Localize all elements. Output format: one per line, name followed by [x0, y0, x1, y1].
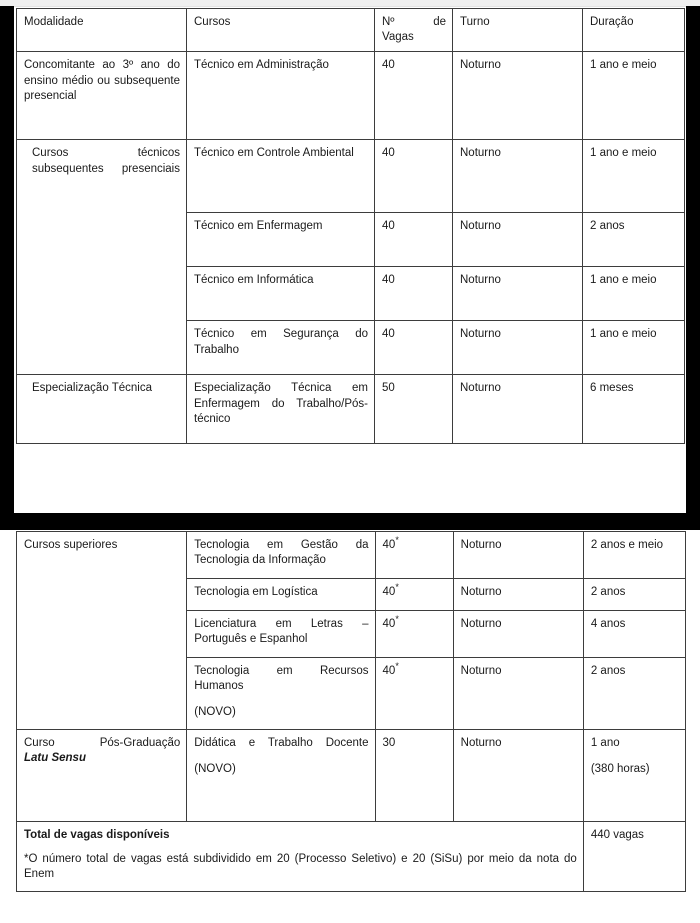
cell-turno: Noturno	[453, 579, 583, 611]
cell-duracao: 1 ano e meio	[583, 140, 685, 213]
cell-curso: Licenciatura em Letras – Português e Espanhol	[187, 611, 375, 658]
cell-modalidade	[17, 730, 187, 822]
cell-vagas: 40	[375, 321, 453, 375]
cell-modalidade: Especialização Técnica	[17, 375, 187, 444]
cell-turno: Noturno	[453, 730, 583, 822]
header-vagas	[375, 9, 453, 52]
curso-name: Didática e Trabalho Docente	[194, 737, 369, 749]
cell-turno: Noturno	[453, 532, 583, 579]
courses-table-lower	[16, 531, 686, 892]
cell-vagas	[375, 579, 453, 611]
cell-vagas: 40	[375, 52, 453, 140]
vagas-footnote-marker: *	[395, 582, 399, 593]
cell-curso	[187, 658, 375, 730]
cell-curso	[187, 730, 375, 822]
modalidade-name: Curso Pós-Graduação	[24, 737, 181, 749]
cell-turno: Noturno	[453, 321, 583, 375]
scan-edge-right	[686, 6, 700, 521]
cell-vagas	[375, 658, 453, 730]
vagas-value: 40	[382, 586, 396, 598]
duracao-hours: (380 horas)	[590, 763, 650, 776]
cell-curso: Técnico em Informática	[187, 267, 375, 321]
scan-top-strip	[0, 0, 700, 7]
cell-duracao: 2 anos e meio	[583, 532, 685, 579]
cell-vagas	[375, 532, 453, 579]
cell-vagas: 40	[375, 140, 453, 213]
cell-turno: Noturno	[453, 658, 583, 730]
cell-curso: Técnico em Enfermagem	[187, 213, 375, 267]
vagas-footnote-marker: *	[395, 614, 399, 625]
cell-turno: Noturno	[453, 52, 583, 140]
scan-separator-band	[0, 513, 700, 530]
cell-modalidade: Cursos técnicos subsequentes presenciais	[17, 140, 187, 375]
cell-vagas: 30	[375, 730, 453, 822]
cell-turno: Noturno	[453, 140, 583, 213]
cell-curso: Tecnologia em Gestão da Tecnologia da Informação	[187, 532, 375, 579]
table-row	[17, 140, 685, 213]
courses-table-upper	[16, 8, 685, 444]
total-label: Total de vagas disponíveis	[24, 829, 170, 841]
curso-name: Tecnologia em Recursos Humanos	[194, 665, 369, 693]
cell-duracao: 2 anos	[583, 658, 685, 730]
total-vagas-value: 440 vagas	[583, 822, 685, 892]
cell-modalidade: Concomitante ao 3º ano do ensino médio ou subsequente presencial	[17, 52, 187, 140]
cell-vagas: 50	[375, 375, 453, 444]
modalidade-emphasis: Latu Sensu	[24, 752, 86, 765]
header-turno: Turno	[453, 9, 583, 52]
table-row	[17, 730, 686, 822]
cell-turno: Noturno	[453, 375, 583, 444]
cell-duracao: 2 anos	[583, 579, 685, 611]
total-footnote: *O número total de vagas está subdividido em 20 (Processo Seletivo) e 20 (SiSu) por meio da nota do Enem	[24, 853, 577, 881]
table-row	[17, 52, 685, 140]
cell-turno: Noturno	[453, 611, 583, 658]
cell-vagas	[375, 611, 453, 658]
table-row	[17, 375, 685, 444]
header-cursos: Cursos	[187, 9, 375, 52]
cell-curso: Tecnologia em Logística	[187, 579, 375, 611]
cell-duracao: 6 meses	[583, 375, 685, 444]
cell-vagas: 40	[375, 213, 453, 267]
cell-duracao: 1 ano e meio	[583, 267, 685, 321]
cell-turno: Noturno	[453, 267, 583, 321]
header-vagas-line2: Vagas	[382, 31, 414, 44]
cell-curso: Técnico em Administração	[187, 52, 375, 140]
table-header-row	[17, 9, 685, 52]
cell-duracao: 2 anos	[583, 213, 685, 267]
table-row	[17, 532, 686, 579]
cell-duracao: 4 anos	[583, 611, 685, 658]
vagas-value: 40	[382, 665, 396, 677]
curso-tag: (NOVO)	[194, 706, 236, 719]
table-footer-row	[17, 822, 686, 892]
cell-curso: Especialização Técnica em Enfermagem do Trabalho/Pós-técnico	[187, 375, 375, 444]
cell-duracao: 1 ano e meio	[583, 52, 685, 140]
header-duracao: Duração	[583, 9, 685, 52]
header-vagas-line1: Nº de	[382, 16, 446, 28]
curso-tag: (NOVO)	[194, 763, 236, 776]
header-modalidade: Modalidade	[17, 9, 187, 52]
total-description-cell	[17, 822, 584, 892]
cell-vagas: 40	[375, 267, 453, 321]
cell-turno: Noturno	[453, 213, 583, 267]
vagas-footnote-marker: *	[395, 661, 399, 672]
cell-curso: Técnico em Segurança do Trabalho	[187, 321, 375, 375]
cell-duracao	[583, 730, 685, 822]
cell-duracao: 1 ano e meio	[583, 321, 685, 375]
vagas-footnote-marker: *	[395, 535, 399, 546]
cell-curso: Técnico em Controle Ambiental	[187, 140, 375, 213]
duracao-value: 1 ano	[590, 737, 620, 749]
scan-edge-left	[0, 6, 14, 521]
cell-modalidade: Cursos superiores	[17, 532, 187, 730]
vagas-value: 40	[382, 618, 396, 630]
vagas-value: 40	[382, 539, 396, 551]
